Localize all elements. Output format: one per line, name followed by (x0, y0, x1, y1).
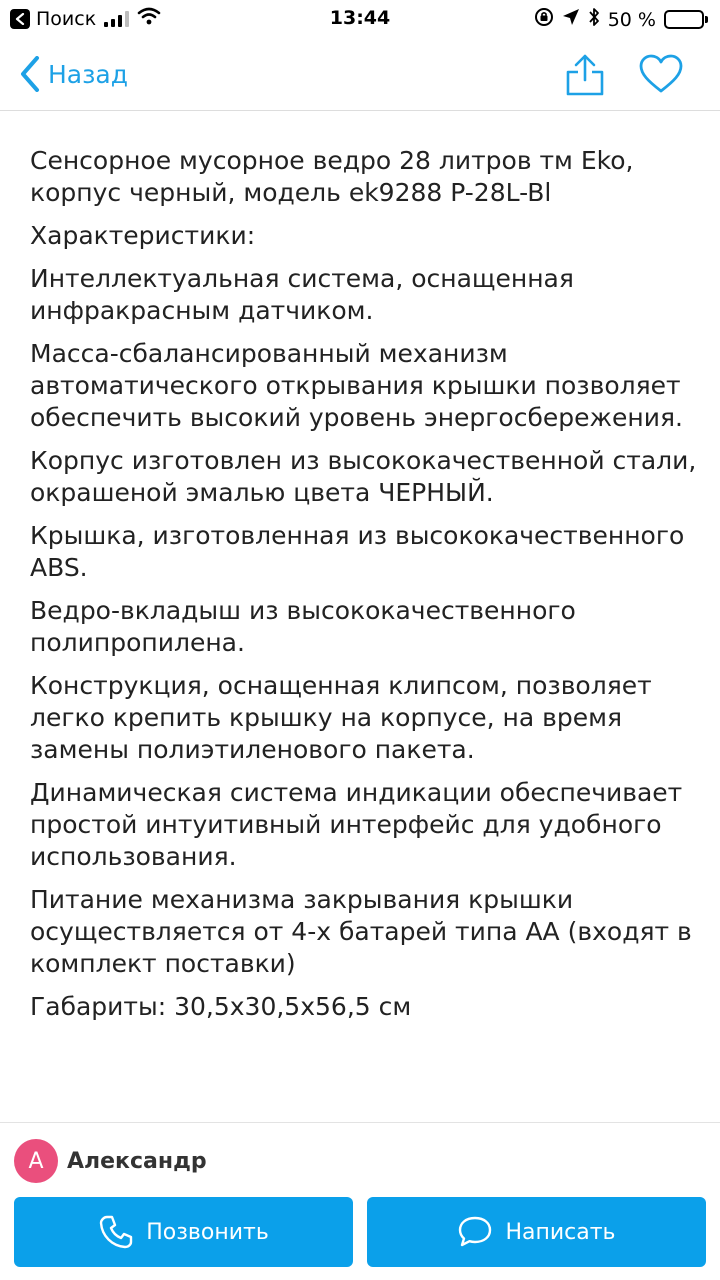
favorite-button[interactable] (638, 54, 684, 94)
description-paragraph: Крышка, изготовленная из высококачественного ABS. (30, 521, 685, 582)
write-button-label: Написать (505, 1219, 616, 1245)
contact-footer (0, 1122, 720, 1280)
chevron-left-icon (20, 56, 40, 92)
seller-info[interactable] (14, 1139, 207, 1183)
description-paragraph: Интеллектуальная система, оснащенная инфракрасным датчиком. (30, 264, 574, 325)
chat-bubble-icon (457, 1215, 493, 1249)
description-paragraph: Характеристики: (30, 221, 256, 250)
orientation-lock-icon (534, 7, 554, 32)
description-paragraph: Корпус изготовлен из высококачественной стали, окрашеной эмалью цвета ЧЕРНЫЙ. (30, 446, 697, 507)
description-paragraph: Ведро-вкладыш из высококачественного полипропилена. (30, 596, 576, 657)
call-button-label: Позвонить (146, 1219, 269, 1245)
bluetooth-icon (588, 7, 600, 32)
status-right (534, 7, 708, 32)
share-button[interactable] (564, 52, 606, 96)
description-paragraph: Конструкция, оснащенная клипсом, позволяет легко крепить крышку на корпусе, на время замены полиэтиленового пакета. (30, 671, 652, 764)
navigation-bar (0, 38, 720, 111)
call-button[interactable] (14, 1197, 353, 1267)
description-paragraph: Динамическая система индикации обеспечивает простой интуитивный интерфейс для удобного использования. (30, 778, 683, 871)
back-to-app-label[interactable]: Поиск (36, 7, 97, 30)
write-message-button[interactable] (367, 1197, 706, 1267)
description-paragraph: Сенсорное мусорное ведро 28 литров тм Eko, корпус черный, модель ek9288 P-28L-Bl (30, 146, 634, 207)
back-button[interactable] (20, 54, 128, 94)
description-paragraph: Габариты: 30,5x30,5x56,5 см (30, 992, 412, 1021)
description-paragraph: Питание механизма закрывания крышки осуществляется от 4-х батарей типа АА (входят в комплект поставки) (30, 885, 692, 978)
description-paragraph: Масса-сбалансированный механизм автоматического открывания крышки позволяет обеспечить высокий уровень энергосбережения. (30, 339, 684, 432)
status-time: 13:44 (329, 7, 391, 29)
phone-icon (98, 1214, 134, 1250)
avatar: А (14, 1139, 58, 1183)
item-description (30, 145, 702, 1034)
back-button-label: Назад (48, 59, 129, 89)
location-icon (562, 8, 580, 31)
heart-icon (638, 54, 684, 94)
seller-name: Александр (67, 1148, 207, 1174)
share-icon (564, 52, 606, 96)
battery-icon (664, 10, 708, 29)
status-bar (0, 0, 720, 38)
battery-percent: 50 % (607, 8, 656, 31)
